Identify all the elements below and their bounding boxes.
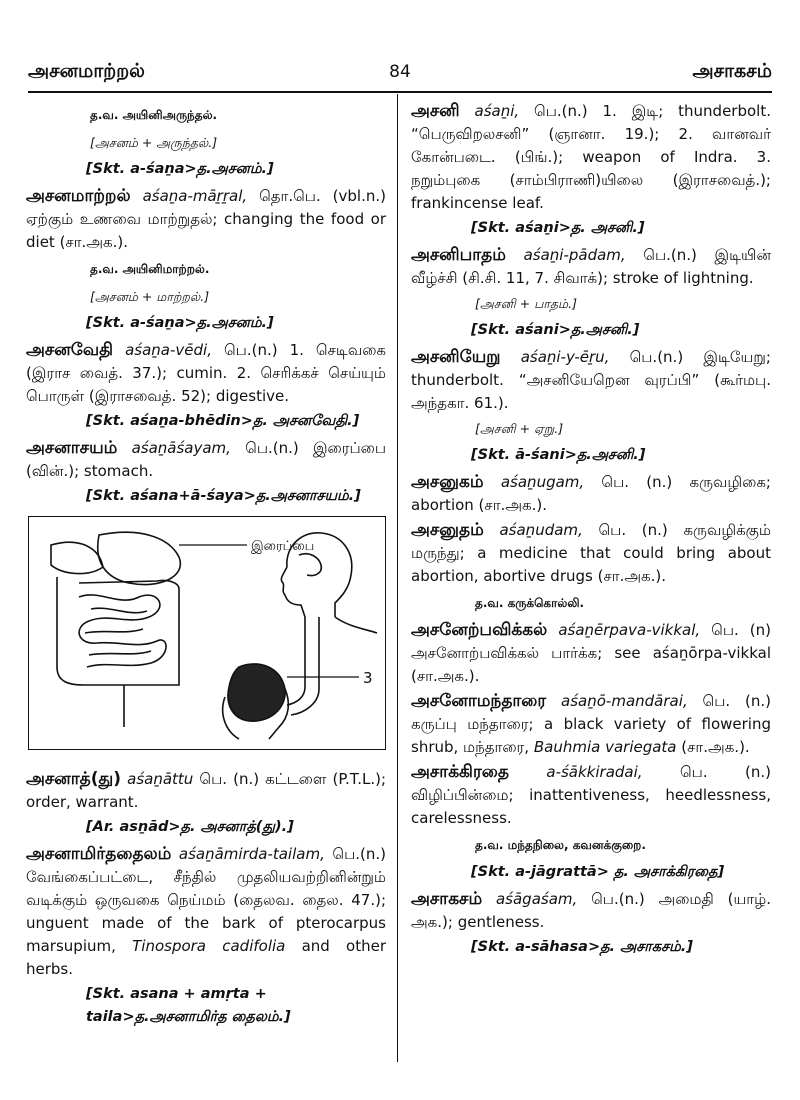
definition: பெ. (n.) கட்டளை (P.T.L.); order, warrant. — [26, 770, 386, 811]
etymology: [Skt. ā-śani>த.அசனி.] — [471, 447, 646, 463]
running-header — [28, 60, 772, 88]
etymology: [Skt. aśani>த.அசனி.] — [471, 322, 640, 338]
headword: அசனாசயம் — [26, 438, 118, 458]
dictionary-entry — [411, 519, 771, 588]
dictionary-entry — [411, 619, 771, 688]
column-divider — [397, 94, 398, 1062]
dictionary-entry — [26, 768, 386, 814]
digestive-system-drawing — [29, 517, 385, 749]
definition: பெ.(n.) 1. செடிவகை (இராச வைத். 37.); cumin. 2. செரிக்கச் செய்யும் பொருள் (இராசவைத். 52); digestive. — [26, 341, 386, 405]
dictionary-entry — [26, 185, 386, 254]
left-column-bottom — [26, 768, 386, 1029]
dictionary-entry — [26, 339, 386, 408]
transliteration: aśaṉa-vēdi, — [125, 341, 212, 359]
transliteration: aśaṉi-pādam, — [523, 246, 626, 264]
transliteration: aśaṉa-māṟṟal, — [142, 187, 248, 205]
dictionary-entry — [411, 888, 771, 934]
headword: அசனவேதி — [26, 340, 114, 360]
headword: அசனமாற்றல் — [26, 186, 131, 206]
etymology: [Skt. asana + amṛta + taila>த.அசனாமிர்த தைலம்.] — [86, 986, 291, 1025]
transliteration: aśaṉāśayam, — [131, 439, 231, 457]
etymology: [Skt. aśaṉi>த. அசனி.] — [471, 220, 645, 236]
transliteration: aśaṉō-mandārai, — [561, 692, 688, 710]
transliteration: aśāgaśam, — [495, 890, 578, 908]
definition: பெ. (n.) கருவழிகை; abortion (சா.அக.). — [411, 473, 771, 514]
left-column — [26, 100, 386, 1033]
derivation: [அசனம் + அருந்தல்.] — [90, 135, 218, 150]
definition: பெ.(n.) 1. இடி; thunderbolt. “பெருவிறலசனி” (ஞானா. 19.); 2. வானவர் கோன்படை. (பிங்.); weapon of Indra. 3. நறும்புகை (சாம்பிராணி)யிலை (இராசவைத்.); frankincense leaf. — [411, 102, 771, 212]
definition: பெ.(n.) இரைப்பை (வின்.); stomach. — [26, 439, 386, 480]
headword: அசாகசம் — [411, 889, 483, 909]
headword: அசனுகம் — [411, 472, 484, 492]
definition: பெ. (n.) கருவழிக்கும் மருந்து; a medicine that could bring about abortion, abortive drugs (சா.அக.). — [411, 521, 771, 585]
dictionary-entry — [26, 843, 386, 981]
headword: அசாக்கிரதை — [411, 762, 509, 782]
tamil-equivalent: த.வ. மந்தநிலை, கவனக்குறை. — [475, 838, 646, 852]
tamil-equivalent: த.வ. அயினிமாற்றல். — [90, 262, 210, 276]
definition: பெ. (n.) கருப்பு மந்தாரை; a black variety of flowering shrub, மந்தாரை, — [411, 692, 771, 756]
transliteration: aśaṉērpava-vikkal, — [558, 621, 701, 639]
etymology: [Skt. a-śaṉa>த.அசனம்.] — [86, 161, 274, 177]
derivation: [அசனி + பாதம்.] — [475, 296, 577, 311]
headword: அசனியேறு — [411, 347, 501, 367]
dictionary-entry — [411, 690, 771, 759]
dictionary-entry — [411, 100, 771, 215]
headword: அசனோமந்தாரை — [411, 691, 547, 711]
header-rule — [28, 91, 772, 93]
digestive-system-illustration — [28, 516, 386, 750]
figure-label-stomach: இரைப்பை — [251, 539, 315, 554]
header-first-headword: அசனமாற்றல் — [28, 60, 145, 82]
botanical-name: Bauhmia variegata — [533, 738, 677, 756]
definition: பெ. (n) அசனோற்பவிக்கல் பார்க்க; see aśaṉōrpa-vikkal (சா.அக.). — [411, 621, 771, 685]
etymology: [Ar. asṉād>த. அசனாத்(து).] — [86, 819, 294, 835]
etymology: [Skt. a-sāhasa>த. அசாகசம்.] — [471, 939, 693, 955]
derivation: [அசனி + ஏறு.] — [475, 421, 564, 436]
definition: பெ.(n.) இடியேறு; thunderbolt. “அசனியேறென வுரப்பி” (கூர்மபு. அந்தகா. 61.). — [411, 348, 771, 412]
botanical-name: Tinospora cadifolia — [132, 937, 286, 955]
etymology: [Skt. aśana+ā-śaya>த.அசனாசயம்.] — [86, 488, 361, 504]
definition: பெ. (n.) விழிப்பின்மை; inattentiveness, heedlessness, carelessness. — [411, 763, 771, 827]
headword: அசனாமிர்ததைலம் — [26, 844, 172, 864]
right-column — [411, 100, 771, 963]
headword: அசனி — [411, 101, 460, 121]
etymology: [Skt. a-śaṉa>த.அசனம்.] — [86, 315, 274, 331]
transliteration: aśaṉāttu — [127, 770, 194, 788]
definition: பெ.(n.) அமைதி (யாழ். அக.); gentleness. — [411, 890, 771, 931]
tamil-equivalent: த.வ. கருக்கொல்லி. — [475, 596, 585, 610]
definition: பெ.(n.) வேங்கைப்பட்டை, சீந்தில் முதலியவற்றினின்றும் வடிக்கும் ஒருவகை நெய்மம் (தைலவ. தைல. 47.); unguent made of the bark of pterocarpus marsupium, — [26, 845, 386, 955]
transliteration: aśaṉāmirda-tailam, — [178, 845, 325, 863]
transliteration: a-śākkiradai, — [546, 763, 643, 781]
etymology: [Skt. aśaṉa-bhēdin>த. அசனவேதி.] — [86, 413, 360, 429]
header-last-headword: அசாகசம் — [692, 60, 772, 82]
dictionary-entry — [411, 471, 771, 517]
page-number: 84 — [389, 62, 411, 82]
dictionary-entry — [411, 346, 771, 415]
tamil-equivalent: த.வ. அயினிஅருந்தல். — [90, 108, 218, 122]
transliteration: aśaṉugam, — [500, 473, 585, 491]
transliteration: aśaṉi-y-ēṟu, — [520, 348, 610, 366]
dictionary-entry — [26, 437, 386, 483]
left-column-top — [26, 104, 386, 508]
headword: அசனேற்பவிக்கல் — [411, 620, 548, 640]
etymology: [Skt. a-jāgrattā> த. அசாக்கிரதை] — [471, 864, 725, 880]
definition-tail: (சா.அக.). — [676, 738, 750, 756]
dictionary-entry — [411, 244, 771, 290]
headword: அசனாத்(து) — [26, 769, 122, 789]
definition-tail: and other herbs. — [26, 937, 386, 978]
figure-label-number: 3 — [363, 669, 373, 687]
headword: அசனிபாதம் — [411, 245, 506, 265]
headword: அசனுதம் — [411, 520, 484, 540]
definition: பெ.(n.) இடியின் வீழ்ச்சி (சி.சி. 11, 7. சிவாக்); stroke of lightning. — [411, 246, 771, 287]
transliteration: aśaṉudam, — [499, 521, 583, 539]
dictionary-entry — [411, 761, 771, 830]
definition: தொ.பெ. (vbl.n.) ஏற்கும் உணவை மாற்றுதல்; changing the food or diet (சா.அக.). — [26, 187, 386, 251]
transliteration: aśaṉi, — [474, 102, 520, 120]
derivation: [அசனம் + மாற்றல்.] — [90, 289, 210, 304]
